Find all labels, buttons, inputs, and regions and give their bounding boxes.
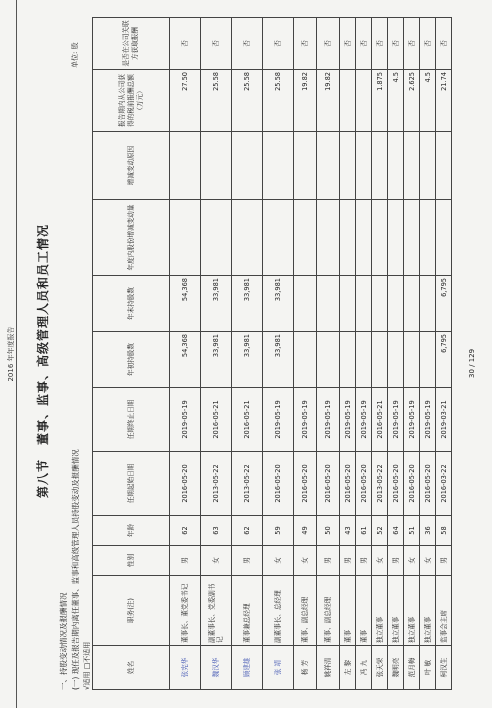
table-cell [388,332,404,388]
table-cell: 1.875 [372,70,388,132]
applicability-options: √适用 □不适用 [83,641,91,690]
table-row [232,18,263,690]
table-row [201,18,232,690]
table-cell [317,200,340,276]
table-cell: 2016-05-20 [294,452,317,516]
table-cell: 2013-05-22 [232,452,263,516]
table-row [340,18,356,690]
table-cell [356,200,372,276]
table-cell: 2016-05-21 [201,388,232,452]
report-header: 2016 年年度报告 [7,326,15,382]
column-header: 增减变动原因 [93,132,170,200]
table-cell: 59 [263,516,294,546]
table-cell: 女 [201,546,232,576]
table-cell: 2016-05-20 [420,452,436,516]
table-cell [388,276,404,332]
table-cell: 6,795 [436,276,452,332]
table-cell: 董事 [356,576,372,646]
table-cell [232,200,263,276]
table-cell: 64 [388,516,404,546]
table-cell [201,200,232,276]
table-cell: 董事长、董党委书记 [170,576,201,646]
header-rule [16,0,17,708]
table-cell: 副董事长、党委副书记 [201,576,232,646]
section-heading-2: (一) 现任及报告期内离任董事、监事和高级管理人员持股变动及报酬情况 [71,449,80,690]
table-cell: 2019-05-19 [340,388,356,452]
table-cell: 2016-05-20 [356,452,372,516]
table-cell: 2019-05-19 [404,388,420,452]
table-cell: 2016-05-20 [388,452,404,516]
table-cell: 否 [317,18,340,70]
table-row [317,18,340,690]
table-cell: 独立董事 [420,576,436,646]
table-cell: 女 [294,546,317,576]
table-cell [388,200,404,276]
table-cell: 62 [232,516,263,546]
table-cell: 柯汉生 [436,646,452,690]
table-body [170,18,452,690]
table-cell: 63 [201,516,232,546]
table-cell: 女 [372,546,388,576]
table-row [294,18,317,690]
column-header: 报告期内从公司获得的税前报酬总额（万元） [93,70,170,132]
table-cell: 2019-05-19 [317,388,340,452]
table-cell: 男 [170,546,201,576]
table-cell [372,332,388,388]
table-cell: 杨 芳 [294,646,317,690]
table-cell [201,132,232,200]
table-cell [420,132,436,200]
table-cell: 2016-05-21 [372,388,388,452]
table-cell: 54,368 [170,276,201,332]
table-cell: 否 [420,18,436,70]
table-cell [404,200,420,276]
table-cell: 否 [170,18,201,70]
table-cell [404,276,420,332]
column-header: 姓名 [93,646,170,690]
table-row [263,18,294,690]
holdings-table [92,17,452,690]
table-cell: 魏明亮 [388,646,404,690]
column-header: 是否在公司关联方获取报酬 [93,18,170,70]
table-cell [340,70,356,132]
table-cell: 女 [420,546,436,576]
table-cell [404,332,420,388]
table-cell: 2016-05-21 [232,388,263,452]
table-cell: 男 [232,546,263,576]
column-header: 任期起始日期 [93,452,170,516]
table-cell: 2013-05-22 [201,452,232,516]
table-cell: 否 [372,18,388,70]
table-cell [263,132,294,200]
table-cell: 62 [170,516,201,546]
table-cell: 19.82 [317,70,340,132]
table-cell: 独立董事 [404,576,420,646]
table-row [388,18,404,690]
table-cell: 33,981 [263,276,294,332]
table-cell: 独立董事 [372,576,388,646]
table-cell [170,132,201,200]
table-cell: 54,368 [170,332,201,388]
table-cell: 否 [340,18,356,70]
table-row [356,18,372,690]
table-cell: 董事、副总经理 [317,576,340,646]
column-header: 性别 [93,546,170,576]
section-heading-1: 一、持股变动情况及报酬情况 [59,592,68,690]
page-number: 30 / 129 [468,348,476,378]
table-cell [340,332,356,388]
table-cell [356,70,372,132]
table-cell [294,132,317,200]
table-cell: 58 [436,516,452,546]
table-cell: 2016-05-20 [317,452,340,516]
table-cell: 2016-03-22 [436,452,452,516]
column-header: 年初持股数 [93,332,170,388]
column-header: 年末持股数 [93,276,170,332]
chapter-heading [34,210,51,498]
table-cell: 52 [372,516,388,546]
table-cell: 张宪华 [170,646,201,690]
table-cell [340,132,356,200]
table-row [170,18,201,690]
table-cell [420,200,436,276]
table-cell: 2013-05-22 [372,452,388,516]
table-cell: 25.58 [263,70,294,132]
table-cell: 49 [294,516,317,546]
table-cell: 2016-05-20 [404,452,420,516]
table-cell [436,132,452,200]
table-cell [294,200,317,276]
table-cell: 魏汉华 [201,646,232,690]
table-cell: 女 [404,546,420,576]
table-cell: 50 [317,516,340,546]
column-header: 年龄 [93,516,170,546]
table-cell: 4.5 [388,70,404,132]
table-cell: 2019-05-19 [294,388,317,452]
table-row [404,18,420,690]
table-cell: 男 [340,546,356,576]
table-cell: 叶 敏 [420,646,436,690]
table-cell: 否 [232,18,263,70]
table-cell [372,200,388,276]
table-cell [388,132,404,200]
table-cell: 27.50 [170,70,201,132]
table-cell: 否 [294,18,317,70]
table-cell: 否 [263,18,294,70]
table-cell: 2019-03-21 [436,388,452,452]
table-cell: 张 靖 [263,646,294,690]
table-cell: 男 [388,546,404,576]
table-cell: 否 [436,18,452,70]
table-cell: 否 [404,18,420,70]
table-cell: 33,981 [232,332,263,388]
table-cell [263,200,294,276]
table-cell: 36 [420,516,436,546]
table-cell [436,200,452,276]
table-cell [356,132,372,200]
table-cell: 2016-05-20 [340,452,356,516]
table-cell: 2019-05-19 [170,388,201,452]
table-cell: 33,981 [201,332,232,388]
table-cell: 61 [356,516,372,546]
table-cell: 董事兼总经理 [232,576,263,646]
table-cell: 2016-05-20 [170,452,201,516]
table-cell: 2.625 [404,70,420,132]
table-cell: 4.5 [420,70,436,132]
table-header-row [93,18,170,690]
table-cell: 2019-05-19 [356,388,372,452]
table-cell: 顾建雄 [232,646,263,690]
table-cell: 否 [201,18,232,70]
table-cell [170,200,201,276]
table-cell: 独立董事 [388,576,404,646]
table-cell: 监事会主席 [436,576,452,646]
table-cell: 女 [263,546,294,576]
table-cell: 左 黎 [340,646,356,690]
table-cell [294,276,317,332]
table-cell: 董事 [340,576,356,646]
table-cell: 范月梅 [404,646,420,690]
chapter-title: 董事、监事、高级管理人员和员工情况 [36,223,50,445]
table-cell: 2019-05-19 [263,388,294,452]
unit-label: 单位: 股 [71,42,79,68]
table-cell [340,276,356,332]
table-cell [404,132,420,200]
table-cell: 21.74 [436,70,452,132]
table-cell: 43 [340,516,356,546]
table-cell [372,276,388,332]
table-cell [420,276,436,332]
table-row [372,18,388,690]
table-cell: 2019-05-19 [420,388,436,452]
table-cell: 33,981 [201,276,232,332]
column-header: 年度内股份增减变动量 [93,200,170,276]
table-cell: 33,981 [232,276,263,332]
column-header: 职务(注) [93,576,170,646]
table-cell: 姚祥清 [317,646,340,690]
table-cell [317,276,340,332]
table-cell: 男 [356,546,372,576]
table-cell [356,332,372,388]
table-row [420,18,436,690]
table-cell [340,200,356,276]
table-cell: 男 [436,546,452,576]
table-cell: 否 [388,18,404,70]
table-cell: 2019-05-19 [388,388,404,452]
table-row [436,18,452,690]
table-cell: 19.82 [294,70,317,132]
column-header: 任期终止日期 [93,388,170,452]
table-cell: 25.58 [232,70,263,132]
table-cell: 2016-05-20 [263,452,294,516]
table-cell [372,132,388,200]
table-cell: 33,981 [263,332,294,388]
table-cell: 男 [317,546,340,576]
table-cell: 6,795 [436,332,452,388]
table-cell: 25.58 [201,70,232,132]
table-cell [317,332,340,388]
table-cell [232,132,263,200]
table-cell [294,332,317,388]
table-cell [420,332,436,388]
table-cell: 冯 九 [356,646,372,690]
table-cell: 51 [404,516,420,546]
table-cell: 副董事长、总经理 [263,576,294,646]
chapter-number: 第八节 [36,458,50,498]
table-cell: 否 [356,18,372,70]
table-cell: 张天荣 [372,646,388,690]
table-cell [317,132,340,200]
table-cell [356,276,372,332]
table-cell: 董事、副总经理 [294,576,317,646]
